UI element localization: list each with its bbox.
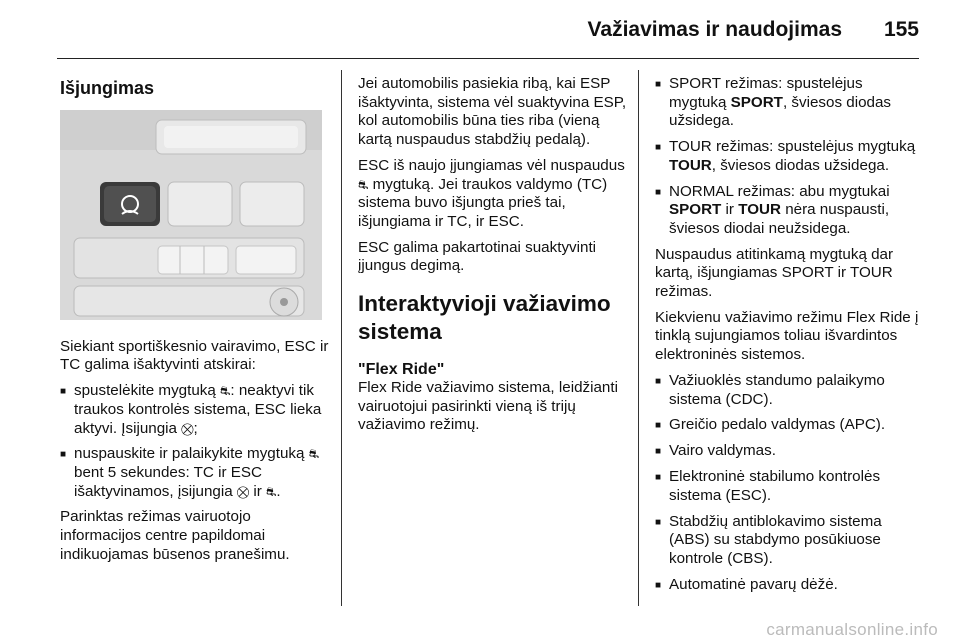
bullet-square-icon: ■ — [60, 449, 67, 461]
bullet-square-icon: ■ — [655, 142, 662, 154]
esc-button-panel-figure — [60, 110, 322, 320]
list-item: ■ nuspauskite ir palaikykite mygtuką ⛐ bent 5 sekundes: TC ir ESC išaktyvinamos, įsijungia ⛒ ir ⛐. — [60, 445, 320, 500]
bullet-square-icon: ■ — [655, 579, 662, 591]
bullet-square-icon: ■ — [655, 79, 662, 90]
list-item: ■ Automatinė pavarų dėžė. — [655, 575, 838, 593]
list-item: ■ SPORT režimas: spustelėjus mygtuką SPORT, šviesos diodas užsidega. — [655, 75, 892, 130]
column-2 — [358, 75, 633, 442]
esc-off-icon: ⛐ — [266, 484, 277, 499]
traction-control-icon: ⛐ — [308, 447, 320, 462]
list-item: ■ NORMAL režimas: abu mygtukai SPORT ir TOUR nėra nuspausti, šviesos diodai neužsidega. — [655, 182, 890, 237]
column-3 — [655, 75, 923, 602]
traction-control-icon: ⛐ — [358, 177, 369, 192]
paragraph: ESC galima pakartotinai suaktyvinti įjungus degimą. — [358, 238, 597, 275]
intro-paragraph: Siekiant sportiškesnio vairavimo, ESC ir TC galima išaktyvinti atskirai: — [60, 337, 329, 374]
section-title: Išjungimas — [60, 78, 155, 98]
paragraph: Kiekvienu važiavimo režimu Flex Ride į tinklą sujungiamos toliau išvardintos elektroninės sistemos. — [655, 308, 919, 364]
bullet-square-icon: ■ — [655, 516, 662, 528]
header-rule — [57, 58, 919, 59]
chapter-title: Važiavimas ir naudojimas — [587, 18, 842, 41]
bullet-square-icon: ■ — [655, 186, 662, 198]
status-note: Parinktas režimas vairuotojo informacijos centre papildomai indikuojamas būsenos pranešimu. — [60, 508, 290, 563]
bullet-square-icon: ■ — [60, 386, 67, 398]
bullet-square-icon: ■ — [655, 446, 662, 458]
bullet-square-icon: ■ — [655, 420, 662, 432]
list-item: ■ spustelėkite mygtuką ⛐: neaktyvi tik traukos kontrolės sistema, ESC lieka aktyvi. Įsijungia ⛒; — [60, 382, 322, 437]
paragraph: Flex Ride važiavimo sistema, leidžianti vairuotojui pasirinkti vieną iš trijų važiavimo režimų. — [358, 379, 618, 434]
section-heading: Interaktyvioji važiavimo sistema — [358, 291, 611, 345]
list-item: ■ Stabdžių antiblokavimo sistema (ABS) su stabdymo posūkiuose kontrole (CBS). — [655, 512, 882, 568]
paragraph: Nuspaudus atitinkamą mygtuką dar kartą, išjungiamas SPORT ir TOUR režimas. — [655, 245, 894, 301]
page-number: 155 — [883, 18, 919, 41]
list-item: ■ Greičio pedalo valdymas (APC). — [655, 416, 886, 434]
paragraph: ESC iš naujo įjungiamas vėl nuspaudus ⛐ mygtuką. Jei traukos valdymo (TC) sistema buvo išjungta prieš tai, išjungiama ir TC, ir ESC. — [358, 156, 625, 230]
column-1 — [60, 75, 330, 571]
bullet-square-icon: ■ — [655, 472, 662, 484]
list-item: ■ Elektroninė stabilumo kontrolės sistema (ESC). — [655, 468, 881, 504]
column-divider-1 — [341, 70, 342, 606]
list-item: ■ TOUR režimas: spustelėjus mygtuką TOUR, šviesos diodas užsidega. — [655, 138, 916, 174]
list-item: ■ Vairo valdymas. — [655, 442, 776, 460]
bullet-square-icon: ■ — [655, 375, 662, 387]
column-divider-2 — [638, 70, 639, 606]
tc-off-icon: ⛒ — [236, 484, 250, 499]
watermark: carmanualsonline.info — [766, 620, 938, 639]
page-header — [0, 0, 960, 62]
subheading: "Flex Ride" — [358, 361, 445, 379]
paragraph: Jei automobilis pasiekia ribą, kai ESP išaktyvinta, sistema vėl suaktyvina ESP, kol automobilis būna ties riba (vieną kartą nuspaudus stabdžių pedalą). — [358, 75, 627, 149]
list-item: ■ Važiuoklės standumo palaikymo sistema (CDC). — [655, 371, 885, 408]
traction-control-icon: ⛐ — [220, 384, 231, 399]
tc-off-icon: ⛒ — [181, 421, 194, 436]
